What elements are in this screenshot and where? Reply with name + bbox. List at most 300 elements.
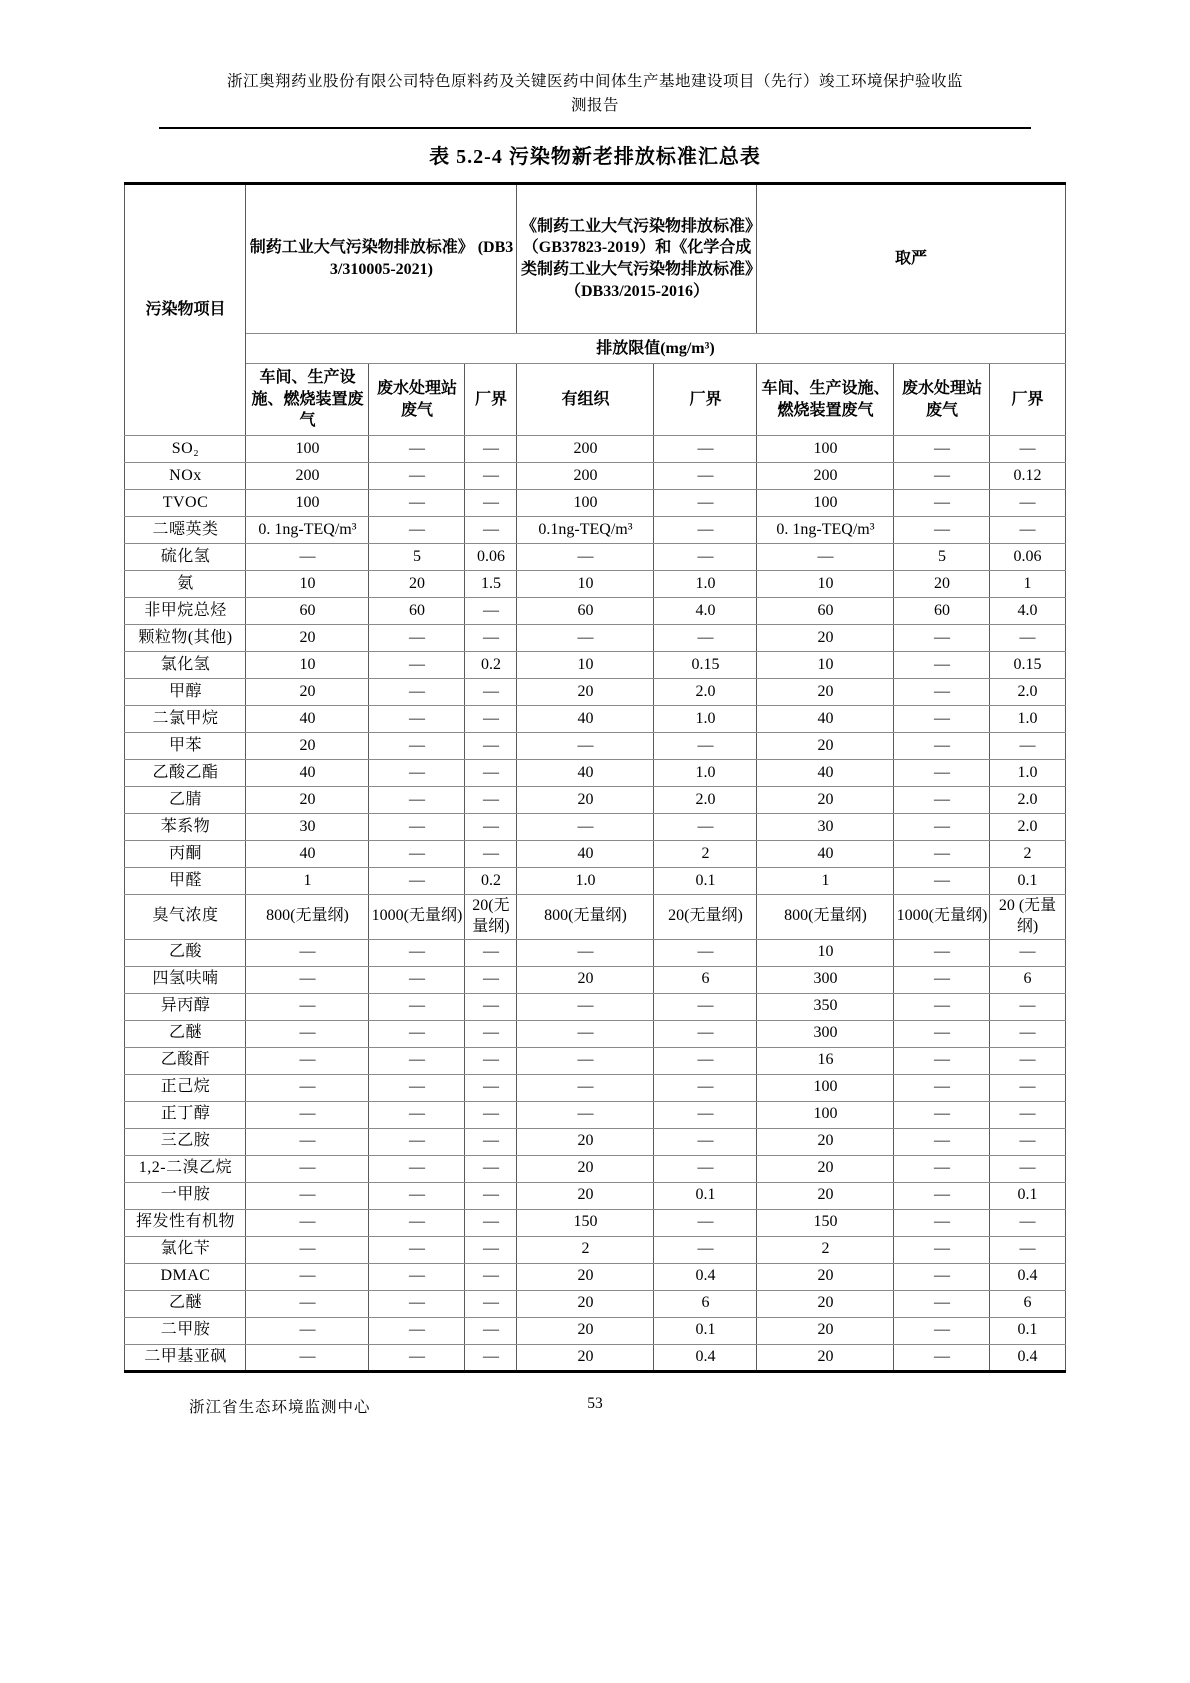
limit-value-cell: — <box>246 1236 369 1263</box>
limit-value-cell: — <box>894 1128 990 1155</box>
limit-value-cell: — <box>654 1128 757 1155</box>
pollutant-name: 甲醛 <box>125 868 246 895</box>
limit-value-cell: 0.1 <box>654 1182 757 1209</box>
limit-value-cell: 20 <box>246 679 369 706</box>
limit-value-cell: — <box>894 517 990 544</box>
limit-value-cell: — <box>246 993 369 1020</box>
table-row <box>125 841 1065 868</box>
limit-value-cell: 200 <box>246 463 369 490</box>
limit-value-cell: — <box>369 1263 465 1290</box>
table-row <box>125 463 1065 490</box>
subheader-organized-new: 有组织 <box>517 364 654 436</box>
limit-value-cell: — <box>465 733 517 760</box>
limit-value-cell: 40 <box>757 841 894 868</box>
limit-value-cell: 1.0 <box>654 706 757 733</box>
limit-value-cell: 1 <box>246 868 369 895</box>
limit-value-cell: 20 <box>246 733 369 760</box>
table-row <box>125 490 1065 517</box>
limit-value-cell: — <box>517 993 654 1020</box>
limit-unit-header: 排放限值(mg/m³) <box>246 334 1065 364</box>
limit-value-cell: 40 <box>757 706 894 733</box>
limit-value-cell: — <box>894 1263 990 1290</box>
limit-value-cell: — <box>894 966 990 993</box>
pollutant-name: 二甲基亚砜 <box>125 1344 246 1371</box>
limit-value-cell: — <box>654 939 757 966</box>
pollutant-name: 乙醚 <box>125 1020 246 1047</box>
limit-value-cell: — <box>369 1047 465 1074</box>
limit-value-cell: 20 <box>517 1263 654 1290</box>
limit-value-cell: — <box>517 939 654 966</box>
limit-value-cell: — <box>465 939 517 966</box>
limit-value-cell: 20 <box>757 679 894 706</box>
table-row <box>125 1236 1065 1263</box>
limit-value-cell: 40 <box>246 706 369 733</box>
limit-value-cell: — <box>654 544 757 571</box>
table-row <box>125 652 1065 679</box>
limit-value-cell: 20 <box>757 1317 894 1344</box>
limit-value-cell: 1.0 <box>990 706 1065 733</box>
subheader-boundary-new: 厂界 <box>654 364 757 436</box>
limit-value-cell: 20 <box>517 1290 654 1317</box>
limit-value-cell: — <box>246 1290 369 1317</box>
limit-value-cell: — <box>465 517 517 544</box>
limit-value-cell: 20 <box>517 1128 654 1155</box>
pollutant-name: 甲醇 <box>125 679 246 706</box>
limit-value-cell: 0.1 <box>654 868 757 895</box>
pollutant-name: 乙醚 <box>125 1290 246 1317</box>
limit-value-cell: — <box>990 1020 1065 1047</box>
table-row <box>125 733 1065 760</box>
limit-value-cell: — <box>465 787 517 814</box>
pollutant-name: 三乙胺 <box>125 1128 246 1155</box>
limit-value-cell: 1 <box>990 571 1065 598</box>
limit-value-cell: 2.0 <box>990 787 1065 814</box>
limit-value-cell: 20 <box>517 1317 654 1344</box>
limit-value-cell: 0.1 <box>990 1182 1065 1209</box>
table-row <box>125 436 1065 463</box>
limit-value-cell: — <box>517 544 654 571</box>
limit-value-cell: — <box>246 1344 369 1371</box>
limit-value-cell: — <box>894 841 990 868</box>
limit-value-cell: 0.1 <box>654 1317 757 1344</box>
table-row <box>125 679 1065 706</box>
limit-value-cell: — <box>894 939 990 966</box>
pollutant-name: 硫化氢 <box>125 544 246 571</box>
limit-value-cell: — <box>894 1209 990 1236</box>
table-row <box>125 1317 1065 1344</box>
limit-value-cell: 6 <box>990 966 1065 993</box>
table-row <box>125 1290 1065 1317</box>
limit-value-cell: — <box>246 1317 369 1344</box>
limit-value-cell: — <box>894 706 990 733</box>
limit-value-cell: — <box>894 993 990 1020</box>
limit-value-cell: — <box>990 1236 1065 1263</box>
limit-value-cell: — <box>465 436 517 463</box>
limit-value-cell: — <box>517 1101 654 1128</box>
pollutant-name: 乙酸酐 <box>125 1047 246 1074</box>
table-row <box>125 1074 1065 1101</box>
limit-value-cell: — <box>369 463 465 490</box>
limit-value-cell: — <box>757 544 894 571</box>
limit-value-cell: — <box>369 1020 465 1047</box>
pollutant-name: 乙腈 <box>125 787 246 814</box>
pollutant-name: 非甲烷总烃 <box>125 598 246 625</box>
table-row <box>125 598 1065 625</box>
limit-value-cell: — <box>369 1317 465 1344</box>
footer-org-name: 浙江省生态环境监测中心 <box>189 1398 371 1416</box>
limit-value-cell: — <box>894 652 990 679</box>
limit-value-cell: — <box>465 1236 517 1263</box>
limit-value-cell: — <box>654 1209 757 1236</box>
limit-value-cell: 100 <box>246 436 369 463</box>
limit-value-cell: 20 <box>757 787 894 814</box>
subheader-wastewater-old: 废水处理站废气 <box>369 364 465 436</box>
limit-value-cell: — <box>654 1101 757 1128</box>
table-row <box>125 1020 1065 1047</box>
limit-value-cell: 0.4 <box>990 1344 1065 1371</box>
limit-value-cell: — <box>517 1047 654 1074</box>
pollutant-name: SO₂ <box>125 436 246 463</box>
limit-value-cell: — <box>369 490 465 517</box>
limit-value-cell: — <box>894 1344 990 1371</box>
limit-value-cell: 20(无量纲) <box>654 895 757 940</box>
limit-value-cell: — <box>654 436 757 463</box>
limit-value-cell: 2 <box>990 841 1065 868</box>
limit-value-cell: — <box>369 1236 465 1263</box>
limit-value-cell: 6 <box>654 1290 757 1317</box>
limit-value-cell: — <box>465 706 517 733</box>
limit-value-cell: — <box>990 490 1065 517</box>
table-row <box>125 1344 1065 1371</box>
limit-value-cell: 60 <box>894 598 990 625</box>
pollutant-name: 氯化氢 <box>125 652 246 679</box>
limit-value-cell: 0.1 <box>990 868 1065 895</box>
table-row <box>125 939 1065 966</box>
limit-value-cell: — <box>246 1047 369 1074</box>
limit-value-cell: 20 <box>517 966 654 993</box>
limit-value-cell: — <box>369 1074 465 1101</box>
limit-value-cell: 1.0 <box>517 868 654 895</box>
limit-value-cell: 0.2 <box>465 868 517 895</box>
table-row <box>125 706 1065 733</box>
limit-value-cell: 0.06 <box>990 544 1065 571</box>
limit-value-cell: — <box>369 939 465 966</box>
limit-value-cell: 10 <box>246 571 369 598</box>
limit-value-cell: 16 <box>757 1047 894 1074</box>
table-row <box>125 868 1065 895</box>
limit-value-cell: — <box>246 544 369 571</box>
limit-value-cell: 0.1 <box>990 1317 1065 1344</box>
limit-value-cell: — <box>654 625 757 652</box>
limit-value-cell: 0.15 <box>654 652 757 679</box>
limit-value-cell: 20 <box>757 1155 894 1182</box>
limit-value-cell: 0.12 <box>990 463 1065 490</box>
limit-value-cell: 2.0 <box>990 814 1065 841</box>
limit-value-cell: 0.15 <box>990 652 1065 679</box>
limit-value-cell: — <box>894 1020 990 1047</box>
limit-value-cell: — <box>894 463 990 490</box>
table-title: 表 5.2-4 污染物新老排放标准汇总表 <box>429 146 761 169</box>
limit-value-cell: — <box>246 1101 369 1128</box>
limit-value-cell: — <box>894 1236 990 1263</box>
limit-value-cell: 20 <box>757 1128 894 1155</box>
limit-value-cell: — <box>990 625 1065 652</box>
limit-value-cell: 6 <box>654 966 757 993</box>
page-footer <box>125 1395 1065 1417</box>
limit-value-cell: — <box>990 1074 1065 1101</box>
limit-value-cell: — <box>369 1344 465 1371</box>
limit-value-cell: — <box>246 966 369 993</box>
limit-value-cell: — <box>990 1101 1065 1128</box>
limit-value-cell: — <box>369 679 465 706</box>
limit-value-cell: — <box>369 868 465 895</box>
limit-value-cell: 100 <box>757 1101 894 1128</box>
limit-value-cell: 10 <box>246 652 369 679</box>
limit-value-cell: 40 <box>246 760 369 787</box>
limit-value-cell: 20 <box>757 1182 894 1209</box>
limit-value-cell: — <box>465 1101 517 1128</box>
limit-value-cell: 1000(无量纲) <box>369 895 465 940</box>
limit-value-cell: 0.2 <box>465 652 517 679</box>
pollutant-name: DMAC <box>125 1263 246 1290</box>
limit-value-cell: — <box>894 1155 990 1182</box>
limit-value-cell: — <box>465 625 517 652</box>
limit-value-cell: — <box>654 733 757 760</box>
limit-value-cell: — <box>465 490 517 517</box>
limit-value-cell: — <box>894 1182 990 1209</box>
table-header-row-sources <box>125 364 1065 436</box>
limit-value-cell: 0. 1ng-TEQ/m³ <box>246 517 369 544</box>
limit-value-cell: 20 <box>757 1290 894 1317</box>
limit-value-cell: 20 <box>246 787 369 814</box>
limit-value-cell: — <box>369 1155 465 1182</box>
limit-value-cell: — <box>894 1101 990 1128</box>
limit-value-cell: 100 <box>757 436 894 463</box>
limit-value-cell: 100 <box>757 490 894 517</box>
report-header <box>159 70 1031 129</box>
limit-value-cell: — <box>654 1074 757 1101</box>
limit-value-cell: — <box>465 760 517 787</box>
table-header-row-limit <box>125 334 1065 364</box>
limit-value-cell: — <box>465 1182 517 1209</box>
limit-value-cell: — <box>369 841 465 868</box>
limit-value-cell: — <box>246 1128 369 1155</box>
limit-value-cell: 20 <box>369 571 465 598</box>
limit-value-cell: — <box>894 1074 990 1101</box>
pollutant-name: 1,2-二溴乙烷 <box>125 1155 246 1182</box>
limit-value-cell: — <box>465 1020 517 1047</box>
subheader-boundary-strict: 厂界 <box>990 364 1065 436</box>
limit-value-cell: 100 <box>757 1074 894 1101</box>
table-row <box>125 966 1065 993</box>
corner-header-pollutant: 污染物项目 <box>125 184 246 436</box>
limit-value-cell: 60 <box>246 598 369 625</box>
pollutant-name: 臭气浓度 <box>125 895 246 940</box>
limit-value-cell: 40 <box>517 706 654 733</box>
pollutant-name: 二氯甲烷 <box>125 706 246 733</box>
limit-value-cell: — <box>894 625 990 652</box>
limit-value-cell: — <box>465 463 517 490</box>
limit-value-cell: 1.0 <box>654 571 757 598</box>
limit-value-cell: — <box>654 463 757 490</box>
limit-value-cell: 20 <box>757 1344 894 1371</box>
limit-value-cell: 20 <box>517 787 654 814</box>
limit-value-cell: — <box>894 679 990 706</box>
limit-value-cell: — <box>246 1263 369 1290</box>
page-number: 53 <box>587 1394 603 1412</box>
limit-value-cell: 350 <box>757 993 894 1020</box>
pollutant-name: 四氢呋喃 <box>125 966 246 993</box>
limit-value-cell: 1.0 <box>990 760 1065 787</box>
limit-value-cell: — <box>369 706 465 733</box>
limit-value-cell: 6 <box>990 1290 1065 1317</box>
limit-value-cell: 20 <box>517 679 654 706</box>
limit-value-cell: — <box>369 733 465 760</box>
emission-standards-table <box>124 182 1065 1373</box>
limit-value-cell: — <box>465 841 517 868</box>
limit-value-cell: 100 <box>246 490 369 517</box>
limit-value-cell: 2 <box>517 1236 654 1263</box>
limit-value-cell: — <box>990 436 1065 463</box>
limit-value-cell: 800(无量纲) <box>246 895 369 940</box>
limit-value-cell: 2.0 <box>990 679 1065 706</box>
limit-value-cell: 20 <box>757 625 894 652</box>
table-header-row-standards <box>125 184 1065 334</box>
pollutant-name: 二甲胺 <box>125 1317 246 1344</box>
limit-value-cell: — <box>990 1155 1065 1182</box>
table-row <box>125 1209 1065 1236</box>
limit-value-cell: 0.4 <box>990 1263 1065 1290</box>
limit-value-cell: 60 <box>517 598 654 625</box>
limit-value-cell: — <box>894 1290 990 1317</box>
limit-value-cell: 150 <box>757 1209 894 1236</box>
table-row <box>125 1128 1065 1155</box>
limit-value-cell: — <box>465 814 517 841</box>
table-row <box>125 517 1065 544</box>
limit-value-cell: 10 <box>757 571 894 598</box>
limit-value-cell: — <box>465 679 517 706</box>
limit-value-cell: — <box>990 1047 1065 1074</box>
limit-value-cell: 20 <box>757 1263 894 1290</box>
limit-value-cell: — <box>517 1074 654 1101</box>
limit-value-cell: 150 <box>517 1209 654 1236</box>
limit-value-cell: 20 <box>517 1155 654 1182</box>
standards-table-body <box>125 436 1065 1372</box>
limit-value-cell: — <box>369 436 465 463</box>
limit-value-cell: 60 <box>369 598 465 625</box>
pollutant-name: 氯化苄 <box>125 1236 246 1263</box>
limit-value-cell: 10 <box>517 571 654 598</box>
pollutant-name: 一甲胺 <box>125 1182 246 1209</box>
limit-value-cell: 300 <box>757 1020 894 1047</box>
subheader-workshop-strict: 车间、生产设施、燃烧装置废气 <box>757 364 894 436</box>
limit-value-cell: 5 <box>369 544 465 571</box>
limit-value-cell: — <box>894 787 990 814</box>
limit-value-cell: 4.0 <box>654 598 757 625</box>
limit-value-cell: — <box>246 1074 369 1101</box>
limit-value-cell: 40 <box>517 760 654 787</box>
limit-value-cell: — <box>369 1290 465 1317</box>
table-row <box>125 787 1065 814</box>
limit-value-cell: — <box>990 939 1065 966</box>
pollutant-name: 乙酸 <box>125 939 246 966</box>
pollutant-name: 氨 <box>125 571 246 598</box>
limit-value-cell: 0.06 <box>465 544 517 571</box>
limit-value-cell: — <box>654 490 757 517</box>
limit-value-cell: 60 <box>757 598 894 625</box>
pollutant-name: NOx <box>125 463 246 490</box>
limit-value-cell: — <box>465 993 517 1020</box>
table-row <box>125 814 1065 841</box>
limit-value-cell: 20(无量纲) <box>465 895 517 940</box>
pollutant-name: 二噁英类 <box>125 517 246 544</box>
limit-value-cell: — <box>369 1128 465 1155</box>
limit-value-cell: — <box>246 1020 369 1047</box>
limit-value-cell: — <box>654 1047 757 1074</box>
limit-value-cell: — <box>465 1155 517 1182</box>
limit-value-cell: — <box>517 814 654 841</box>
limit-value-cell: — <box>369 1209 465 1236</box>
limit-value-cell: — <box>246 1182 369 1209</box>
limit-value-cell: — <box>369 625 465 652</box>
table-row <box>125 1182 1065 1209</box>
limit-value-cell: — <box>654 993 757 1020</box>
limit-value-cell: — <box>894 868 990 895</box>
limit-value-cell: 0.4 <box>654 1263 757 1290</box>
limit-value-cell: 20 <box>517 1344 654 1371</box>
limit-value-cell: 30 <box>757 814 894 841</box>
limit-value-cell: — <box>465 966 517 993</box>
limit-value-cell: 800(无量纲) <box>757 895 894 940</box>
table-row <box>125 1101 1065 1128</box>
limit-value-cell: 0.1ng-TEQ/m³ <box>517 517 654 544</box>
stricter-header: 取严 <box>757 184 1065 334</box>
pollutant-name: 乙酸乙酯 <box>125 760 246 787</box>
limit-value-cell: 10 <box>517 652 654 679</box>
limit-value-cell: — <box>517 733 654 760</box>
limit-value-cell: 10 <box>757 939 894 966</box>
limit-value-cell: — <box>990 1209 1065 1236</box>
limit-value-cell: — <box>654 1155 757 1182</box>
limit-value-cell: 200 <box>757 463 894 490</box>
table-row <box>125 895 1065 940</box>
limit-value-cell: — <box>654 814 757 841</box>
limit-value-cell: — <box>369 787 465 814</box>
old-standard-header: 制药工业大气污染物排放标准》 (DB33/310005-2021) <box>246 184 517 334</box>
limit-value-cell: — <box>465 1047 517 1074</box>
limit-value-cell: — <box>517 625 654 652</box>
limit-value-cell: — <box>894 1047 990 1074</box>
limit-value-cell: — <box>894 760 990 787</box>
limit-value-cell: — <box>369 1182 465 1209</box>
limit-value-cell: — <box>990 733 1065 760</box>
pollutant-name: 正丁醇 <box>125 1101 246 1128</box>
limit-value-cell: 2 <box>757 1236 894 1263</box>
subheader-workshop-old: 车间、生产设施、燃烧装置废气 <box>246 364 369 436</box>
limit-value-cell: 300 <box>757 966 894 993</box>
limit-value-cell: 1000(无量纲) <box>894 895 990 940</box>
report-header-line2: 测报告 <box>570 97 619 115</box>
limit-value-cell: 20 <box>246 625 369 652</box>
limit-value-cell: 200 <box>517 436 654 463</box>
table-row <box>125 993 1065 1020</box>
limit-value-cell: 20 <box>894 571 990 598</box>
limit-value-cell: — <box>369 652 465 679</box>
limit-value-cell: — <box>369 966 465 993</box>
limit-value-cell: — <box>654 1020 757 1047</box>
table-row <box>125 544 1065 571</box>
pollutant-name: 正己烷 <box>125 1074 246 1101</box>
